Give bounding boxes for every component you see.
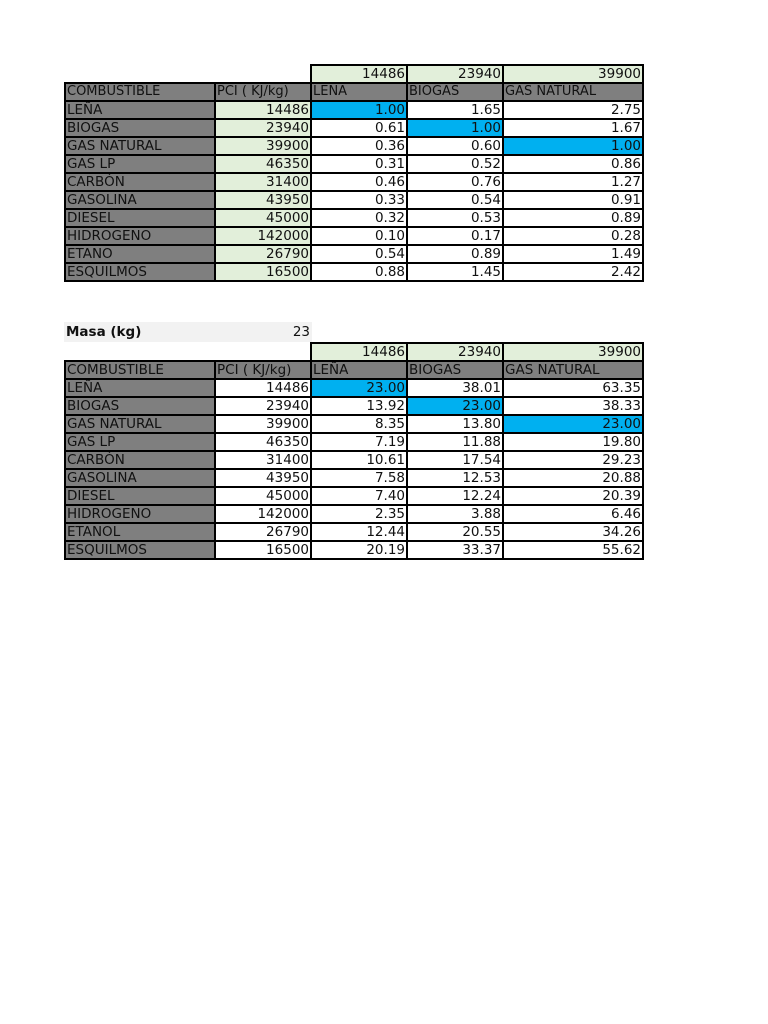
pci-cell[interactable]: 16500 xyxy=(215,263,311,281)
fuel-name-cell[interactable]: BIOGAS xyxy=(65,119,215,137)
value-cell[interactable]: 29.23 xyxy=(503,451,643,469)
table-row xyxy=(65,155,643,173)
pci-cell[interactable]: 43950 xyxy=(215,191,311,209)
value-cell[interactable]: 1.27 xyxy=(503,173,643,191)
fuel-name-cell[interactable]: DIESEL xyxy=(65,487,215,505)
header-combustible[interactable]: COMBUSTIBLE xyxy=(65,83,215,101)
table-row xyxy=(65,451,643,469)
table-row xyxy=(65,379,643,397)
value-cell[interactable]: 23.00 xyxy=(503,415,643,433)
value-cell[interactable]: 0.10 xyxy=(311,227,407,245)
value-cell[interactable]: 23.00 xyxy=(311,379,407,397)
table-row xyxy=(65,119,643,137)
value-cell[interactable]: 1.00 xyxy=(407,119,503,137)
value-cell[interactable]: 0.31 xyxy=(311,155,407,173)
value-cell[interactable]: 1.00 xyxy=(503,137,643,155)
table-row xyxy=(65,245,643,263)
table-row xyxy=(65,263,643,281)
fuel-name-cell[interactable]: DIESEL xyxy=(65,209,215,227)
value-cell[interactable]: 63.35 xyxy=(503,379,643,397)
header-lena[interactable]: LEÑA xyxy=(311,361,407,379)
value-cell[interactable]: 1.49 xyxy=(503,245,643,263)
fuel-name-cell[interactable]: ETANOL xyxy=(65,523,215,541)
value-cell[interactable]: 0.46 xyxy=(311,173,407,191)
value-cell[interactable]: 12.24 xyxy=(407,487,503,505)
pci-cell[interactable]: 43950 xyxy=(215,469,311,487)
value-cell[interactable]: 0.32 xyxy=(311,209,407,227)
pci-cell[interactable]: 31400 xyxy=(215,451,311,469)
pci-cell[interactable]: 39900 xyxy=(215,137,311,155)
top-value-cell[interactable]: 23940 xyxy=(407,343,503,361)
top-value-cell[interactable]: 14486 xyxy=(311,343,407,361)
value-cell[interactable]: 0.54 xyxy=(407,191,503,209)
masa-value-cell[interactable]: 23 xyxy=(292,324,310,340)
value-cell[interactable]: 2.35 xyxy=(311,505,407,523)
table-row xyxy=(65,469,643,487)
fuel-name-cell[interactable]: LEÑA xyxy=(65,379,215,397)
table-row xyxy=(65,101,643,119)
blank-cell xyxy=(65,65,215,83)
fuel-name-cell[interactable]: CARBÓN xyxy=(65,451,215,469)
pci-cell[interactable]: 14486 xyxy=(215,101,311,119)
fuel-name-cell[interactable]: HIDROGENO xyxy=(65,505,215,523)
table-row xyxy=(65,541,643,559)
fuel-name-cell[interactable]: LEÑA xyxy=(65,101,215,119)
table-row xyxy=(65,227,643,245)
table-row xyxy=(65,137,643,155)
top-value-cell[interactable]: 39900 xyxy=(503,343,643,361)
pci-cell[interactable]: 14486 xyxy=(215,379,311,397)
value-cell[interactable]: 0.89 xyxy=(407,245,503,263)
value-cell[interactable]: 1.45 xyxy=(407,263,503,281)
value-cell[interactable]: 0.54 xyxy=(311,245,407,263)
value-cell[interactable]: 11.88 xyxy=(407,433,503,451)
pci-cell[interactable]: 45000 xyxy=(215,487,311,505)
mass-table xyxy=(64,342,644,560)
fuel-name-cell[interactable]: GAS LP xyxy=(65,155,215,173)
value-cell[interactable]: 23.00 xyxy=(407,397,503,415)
header-gas-natural[interactable]: GAS NATURAL xyxy=(503,83,643,101)
pci-cell[interactable]: 45000 xyxy=(215,209,311,227)
pci-cell[interactable]: 46350 xyxy=(215,433,311,451)
value-cell[interactable]: 55.62 xyxy=(503,541,643,559)
pci-cell[interactable]: 26790 xyxy=(215,245,311,263)
value-cell[interactable]: 20.88 xyxy=(503,469,643,487)
header-combustible[interactable]: COMBUSTIBLE xyxy=(65,361,215,379)
blank-cell xyxy=(215,65,311,83)
pci-cell[interactable]: 142000 xyxy=(215,505,311,523)
value-cell[interactable]: 0.91 xyxy=(503,191,643,209)
value-cell[interactable]: 1.65 xyxy=(407,101,503,119)
table-row xyxy=(65,415,643,433)
value-cell[interactable]: 6.46 xyxy=(503,505,643,523)
value-cell[interactable]: 7.40 xyxy=(311,487,407,505)
value-cell[interactable]: 0.86 xyxy=(503,155,643,173)
value-cell[interactable]: 33.37 xyxy=(407,541,503,559)
value-cell[interactable]: 8.35 xyxy=(311,415,407,433)
blank-cell xyxy=(65,343,215,361)
value-cell[interactable]: 0.52 xyxy=(407,155,503,173)
header-pci[interactable]: PCI ( KJ/kg) xyxy=(215,83,311,101)
fuel-name-cell[interactable]: GAS LP xyxy=(65,433,215,451)
fuel-name-cell[interactable]: ESQUILMOS xyxy=(65,541,215,559)
fuel-name-cell[interactable]: CARBÓN xyxy=(65,173,215,191)
value-cell[interactable]: 34.26 xyxy=(503,523,643,541)
table-row xyxy=(65,191,643,209)
value-cell[interactable]: 20.19 xyxy=(311,541,407,559)
value-cell[interactable]: 0.53 xyxy=(407,209,503,227)
pci-cell[interactable]: 39900 xyxy=(215,415,311,433)
value-cell[interactable]: 7.19 xyxy=(311,433,407,451)
top-values-row xyxy=(65,343,643,361)
value-cell[interactable]: 12.53 xyxy=(407,469,503,487)
value-cell[interactable]: 0.17 xyxy=(407,227,503,245)
pci-cell[interactable]: 46350 xyxy=(215,155,311,173)
table-row xyxy=(65,487,643,505)
fuel-name-cell[interactable]: ESQUILMOS xyxy=(65,263,215,281)
masa-row xyxy=(64,322,312,342)
header-gas-natural[interactable]: GAS NATURAL xyxy=(503,361,643,379)
value-cell[interactable]: 2.75 xyxy=(503,101,643,119)
value-cell[interactable]: 1.67 xyxy=(503,119,643,137)
pci-cell[interactable]: 142000 xyxy=(215,227,311,245)
table-row xyxy=(65,433,643,451)
fuel-name-cell[interactable]: GASOLINA xyxy=(65,469,215,487)
value-cell[interactable]: 19.80 xyxy=(503,433,643,451)
value-cell[interactable]: 2.42 xyxy=(503,263,643,281)
pci-cell[interactable]: 26790 xyxy=(215,523,311,541)
header-row xyxy=(65,83,643,101)
header-biogas[interactable]: BIOGAS xyxy=(407,83,503,101)
pci-cell[interactable]: 23940 xyxy=(215,397,311,415)
value-cell[interactable]: 38.01 xyxy=(407,379,503,397)
value-cell[interactable]: 13.80 xyxy=(407,415,503,433)
value-cell[interactable]: 0.88 xyxy=(311,263,407,281)
value-cell[interactable]: 20.39 xyxy=(503,487,643,505)
pci-cell[interactable]: 23940 xyxy=(215,119,311,137)
fuel-name-cell[interactable]: HIDROGENO xyxy=(65,227,215,245)
fuel-name-cell[interactable]: GAS NATURAL xyxy=(65,137,215,155)
value-cell[interactable]: 3.88 xyxy=(407,505,503,523)
blank-cell xyxy=(215,343,311,361)
header-row xyxy=(65,361,643,379)
ratio-table xyxy=(64,64,644,282)
value-cell[interactable]: 13.92 xyxy=(311,397,407,415)
fuel-name-cell[interactable]: ETANO xyxy=(65,245,215,263)
value-cell[interactable]: 0.33 xyxy=(311,191,407,209)
pci-cell[interactable]: 31400 xyxy=(215,173,311,191)
top-value-cell[interactable]: 14486 xyxy=(311,65,407,83)
header-pci[interactable]: PCI ( KJ/kg) xyxy=(215,361,311,379)
table-row xyxy=(65,173,643,191)
pci-cell[interactable]: 16500 xyxy=(215,541,311,559)
value-cell[interactable]: 10.61 xyxy=(311,451,407,469)
fuel-name-cell[interactable]: GASOLINA xyxy=(65,191,215,209)
table-row xyxy=(65,209,643,227)
top-values-row xyxy=(65,65,643,83)
value-cell[interactable]: 17.54 xyxy=(407,451,503,469)
value-cell[interactable]: 0.36 xyxy=(311,137,407,155)
top-value-cell[interactable]: 23940 xyxy=(407,65,503,83)
value-cell[interactable]: 0.28 xyxy=(503,227,643,245)
value-cell[interactable]: 1.00 xyxy=(311,101,407,119)
value-cell[interactable]: 0.89 xyxy=(503,209,643,227)
masa-label: Masa (kg) xyxy=(66,324,142,340)
value-cell[interactable]: 12.44 xyxy=(311,523,407,541)
value-cell[interactable]: 20.55 xyxy=(407,523,503,541)
value-cell[interactable]: 0.61 xyxy=(311,119,407,137)
value-cell[interactable]: 0.60 xyxy=(407,137,503,155)
table-row xyxy=(65,505,643,523)
value-cell[interactable]: 0.76 xyxy=(407,173,503,191)
fuel-name-cell[interactable]: GAS NATURAL xyxy=(65,415,215,433)
table-row xyxy=(65,397,643,415)
value-cell[interactable]: 38.33 xyxy=(503,397,643,415)
value-cell[interactable]: 7.58 xyxy=(311,469,407,487)
top-value-cell[interactable]: 39900 xyxy=(503,65,643,83)
header-lena[interactable]: LEÑA xyxy=(311,83,407,101)
table-row xyxy=(65,523,643,541)
fuel-name-cell[interactable]: BIOGAS xyxy=(65,397,215,415)
header-biogas[interactable]: BIOGAS xyxy=(407,361,503,379)
